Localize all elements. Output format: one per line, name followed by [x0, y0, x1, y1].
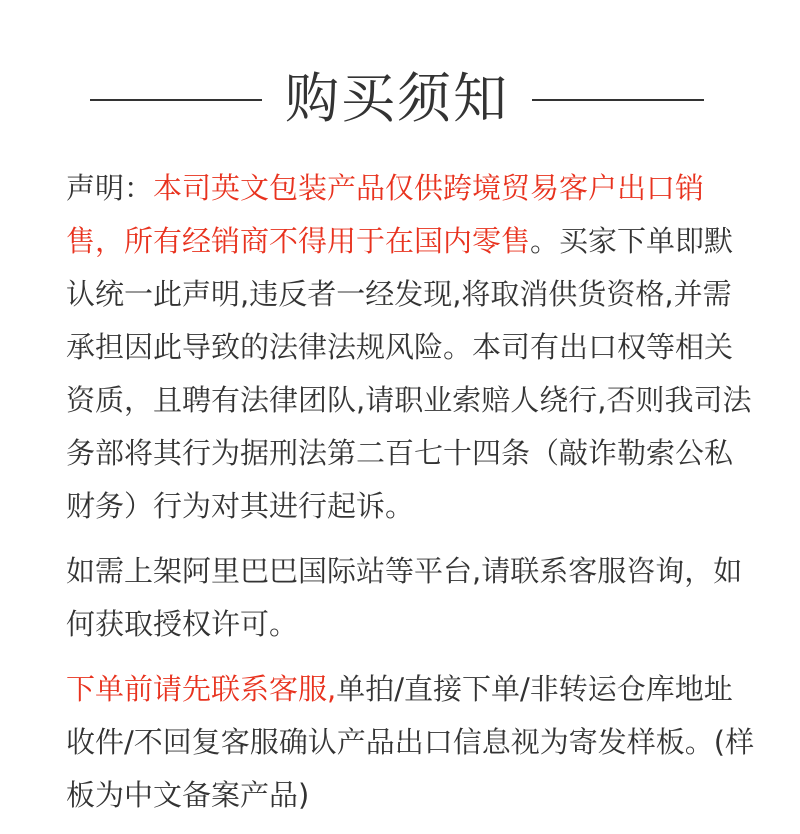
- order-highlight: 下单前请先联系客服,: [66, 672, 337, 706]
- declaration-highlight: 本司英文包装产品仅供跨境贸易客户出口销售，所有经销商不得用于在国内零售: [66, 171, 705, 258]
- declaration-paragraph: [66, 162, 756, 533]
- declaration-label: 声明：: [66, 171, 154, 205]
- page-title: 购买须知: [285, 67, 509, 130]
- platform-paragraph: 如需上架阿里巴巴国际站等平台,请联系客服咨询，如何获取授权许可。: [66, 554, 743, 641]
- order-paragraph: [66, 663, 756, 822]
- title-left-rule: [90, 99, 262, 101]
- title-row: [0, 62, 800, 136]
- declaration-body: 。买家下单即默认统一此声明,违反者一经发现,将取消供货资格,并需承担因此导致的法律法规风险。本司有出口权等相关资质，且聘有法律团队,请职业索赔人绕行,否则我司法务部将其行为据刑法第二百七十四条（敲诈勒索公私财务）行为对其进行起诉。: [66, 224, 752, 523]
- order-body: 单拍/直接下单/非转运仓库地址收件/不回复客服确认产品出口信息视为寄发样板。(样板为中文备案产品): [66, 672, 755, 812]
- notice-content: [66, 162, 756, 834]
- title-right-rule: [532, 99, 704, 101]
